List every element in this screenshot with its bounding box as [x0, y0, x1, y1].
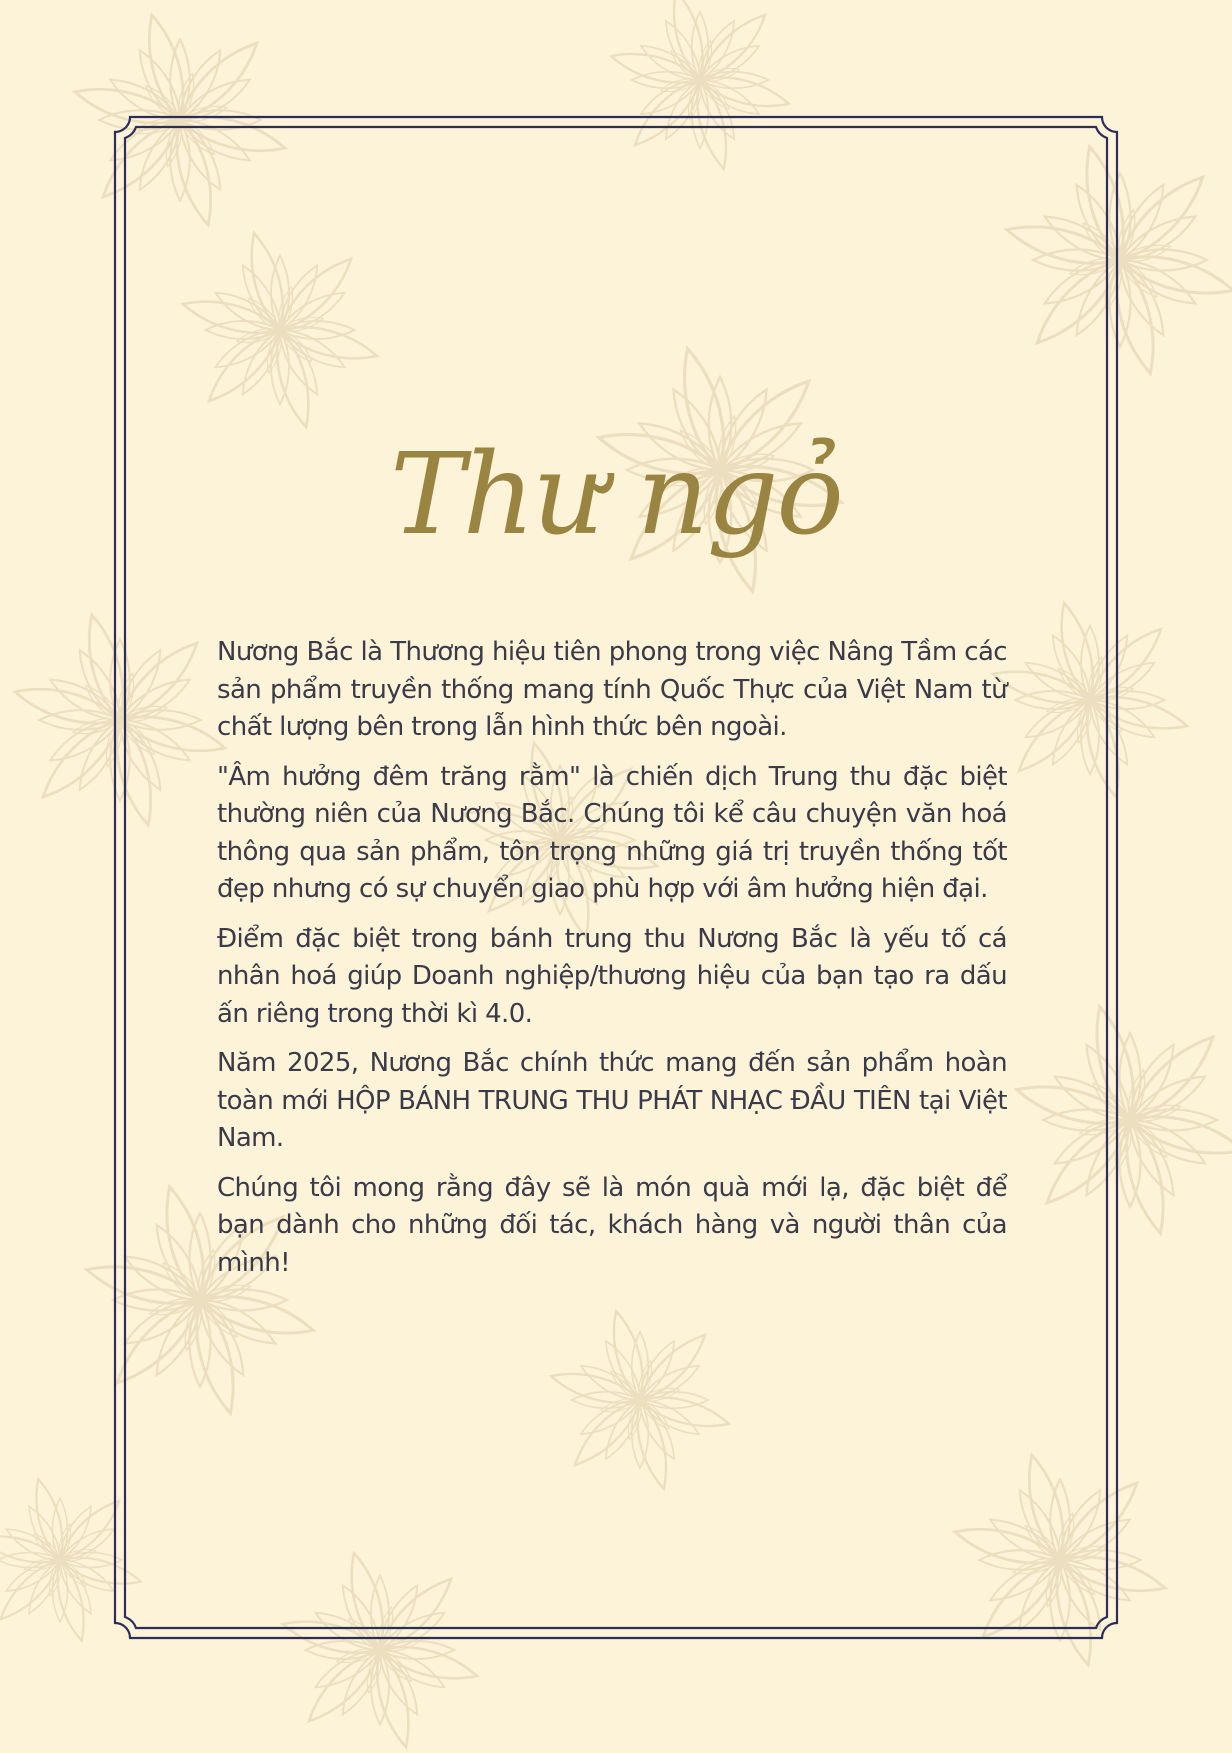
- paragraph-campaign: "Âm hưởng đêm trăng rằm" là chiến dịch Trung thu đặc biệt thường niên của Nương Bắc. Chúng tôi kể câu chuyện văn hoá thông qua sản phẩm, tôn trọng những giá trị truyền thống tốt đẹp nhưng có sự chuyển giao phù hợp với âm hưởng hiện đại.: [217, 761, 1007, 904]
- page-title: Thư ngỏ: [390, 430, 842, 560]
- paragraph-new-product: Năm 2025, Nương Bắc chính thức mang đến sản phẩm hoàn toàn mới HỘP BÁNH TRUNG THU PHÁT NHẠC ĐẦU TIÊN tại Việt Nam.: [217, 1048, 1007, 1153]
- paragraph-personalization: Điểm đặc biệt trong bánh trung thu Nương Bắc là yếu tố cá nhân hoá giúp Doanh nghiệp/thương hiệu của bạn tạo ra dấu ấn riêng trong thời kì 4.0.: [217, 923, 1007, 1029]
- paragraph-intro: Nương Bắc là Thương hiệu tiên phong trong việc Nâng Tầm các sản phẩm truyền thống mang tính Quốc Thực của Việt Nam từ chất lượng bên trong lẫn hình thức bên ngoài.: [217, 637, 1007, 742]
- paragraph-closing: Chúng tôi mong rằng đây sẽ là món quà mới lạ, đặc biệt để bạn dành cho những đối tác, khách hàng và người thân của mình!: [217, 1172, 1007, 1278]
- letter-body: [217, 634, 1007, 1294]
